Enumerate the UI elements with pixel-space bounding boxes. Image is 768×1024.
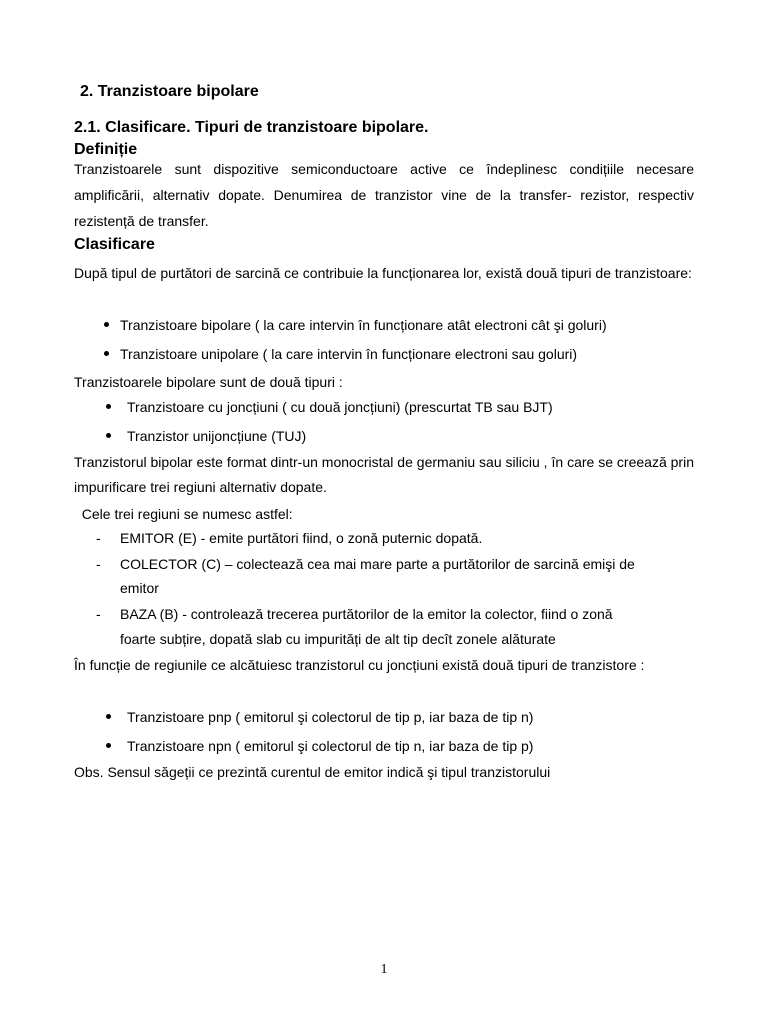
list-dash: - [96,530,101,546]
definitie-heading: Definiție [74,141,138,158]
definitie-paragraph: Tranzistoarele sunt dispozitive semiconductoare active ce îndeplinesc condițiile necesare amplificării, alternativ dopate. Denumirea de tranzistor vine de la transfer- rezistor, respectiv rezistență de transfer. [74,161,694,229]
region-colector-cont: emitor [120,580,159,596]
junction-paragraph: În funcție de regiunile ce alcătuiesc tranzistorul cu joncțiuni există două tipuri de tranzistore : [74,657,645,673]
bullet-icon [106,404,111,409]
chapter-title: 2. Tranzistoare bipolare [80,83,259,100]
region-baza: BAZA (B) - controlează trecerea purtătorilor de la emitor la colector, fiind o zonă [120,606,613,622]
list-item-type-bipolar: Tranzistoare bipolare ( la care intervin în funcționare atât electroni cât şi goluri) [120,317,607,333]
bullet-icon [106,714,111,719]
list-item-pnp: Tranzistoare pnp ( emitorul şi colectorul de tip p, iar baza de tip n) [127,709,534,725]
list-item-bjt: Tranzistoare cu joncțiuni ( cu două joncțiuni) (prescurtat TB sau BJT) [127,399,553,415]
list-dash: - [96,606,101,622]
bullet-icon [104,322,109,327]
bullet-icon [104,351,109,356]
page-number: 1 [380,962,388,977]
list-item-tuj: Tranzistor unijoncțiune (TUJ) [127,428,307,444]
regions-intro: Cele trei regiuni se numesc astfel: [74,506,293,522]
bullet-icon [106,433,111,438]
region-baza-cont: foarte subțire, dopată slab cu impurități de alt tip decît zonele alăturate [120,631,556,647]
region-colector: COLECTOR (C) – colectează cea mai mare parte a purtătorilor de sarcină emişi de [120,556,635,572]
list-item-type-unipolar: Tranzistoare unipolare ( la care intervin în funcționare electroni sau goluri) [120,346,578,362]
list-item-npn: Tranzistoare npn ( emitorul şi colectorul de tip n, iar baza de tip p) [127,738,534,754]
region-emitor: EMITOR (E) - emite purtători fiind, o zonă puternic dopată. [120,530,483,546]
section-title: 2.1. Clasificare. Tipuri de tranzistoare bipolare. [74,119,429,136]
bipolar-intro: Tranzistoarele bipolare sunt de două tipuri : [74,374,343,390]
bullet-icon [106,743,111,748]
list-dash: - [96,556,101,572]
clasificare-heading: Clasificare [74,236,155,253]
clasificare-intro: După tipul de purtători de sarcină ce contribuie la funcționarea lor, există două tipuri de tranzistoare: [74,265,692,281]
structure-paragraph: Tranzistorul bipolar este format dintr-un monocristal de germaniu sau siliciu , în care se creează prin impurificare trei regiuni alternativ dopate. [74,454,694,495]
observation-note: Obs. Sensul săgeții ce prezintă curentul de emitor indică şi tipul tranzistorului [74,764,551,780]
